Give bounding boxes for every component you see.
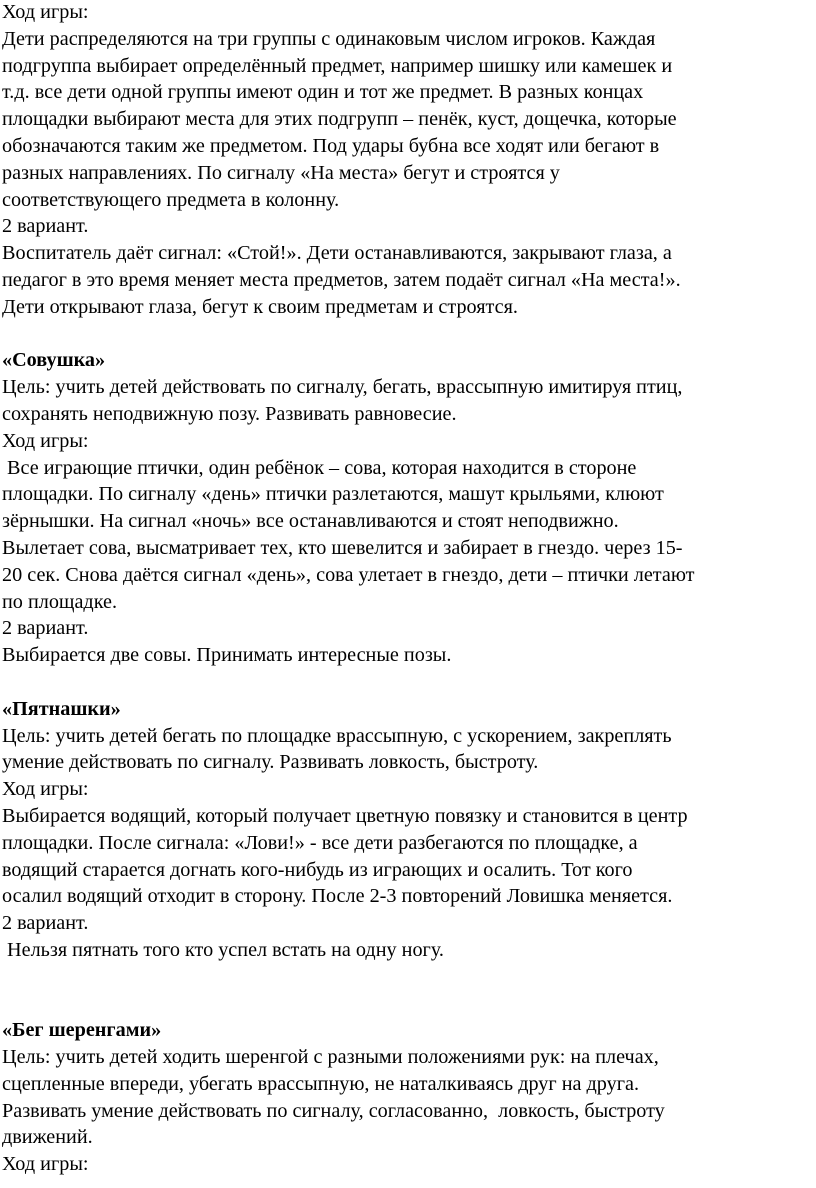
text-line: сцепленные впереди, убегать врассыпную, не наталкиваясь друг на друга. (2, 1072, 639, 1095)
game-continuation-section (2, 0, 814, 321)
text-line: Нельзя пятнать того кто успел встать на одну ногу. (2, 938, 444, 961)
text-line: Выбирается две совы. Принимать интересные позы. (2, 644, 452, 667)
text-line: 2 вариант. (2, 912, 89, 935)
paragraph-spacer (2, 964, 814, 991)
text-line: подгруппа выбирает определённый предмет, например шишку или камешек и (2, 54, 673, 77)
paragraph-spacer (2, 990, 814, 1017)
text-line: 20 сек. Снова даётся сигнал «день», сова улетает в гнездо, дети – птички летают (2, 563, 695, 586)
text-line: Выбирается водящий, который получает цветную повязку и становится в центр (2, 804, 688, 827)
text-line: Развивать умение действовать по сигналу, согласованно, ловкость, быстроту (2, 1099, 665, 1122)
text-line: Ход игры: (2, 778, 89, 801)
text-line: Цель: учить детей действовать по сигналу, бегать, врассыпную имитируя птиц, (2, 376, 683, 399)
text-line: сохранять неподвижную позу. Развивать равновесие. (2, 402, 457, 425)
game-section-beg-sherengami (2, 1017, 814, 1178)
text-line: 2 вариант. (2, 215, 89, 238)
text-line: водящий старается догнать кого-нибудь из играющих и осалить. Тот кого (2, 858, 633, 881)
paragraph-spacer (2, 669, 814, 696)
game-section-pyatnashki (2, 696, 814, 964)
text-line: обозначаются таким же предметом. Под удары бубна все ходят или бегают в (2, 134, 660, 157)
text-line: Ход игры: (2, 1153, 89, 1176)
text-line: разных направлениях. По сигналу «На места» бегут и строятся у (2, 161, 560, 184)
text-line: Дети распределяются на три группы с одинаковым числом игроков. Каждая (2, 27, 656, 50)
text-line: Ход игры: (2, 1, 89, 23)
text-line: зёрнышки. На сигнал «ночь» все останавливаются и стоят неподвижно. (2, 510, 619, 533)
game-title: «Совушка» (2, 349, 106, 372)
text-line: по площадке. (2, 590, 118, 613)
text-line: 2 вариант. (2, 617, 89, 640)
game-section-sovushka (2, 347, 814, 669)
text-line: Вылетает сова, высматривает тех, кто шевелится и забирает в гнездо. через 15- (2, 536, 683, 559)
game-title: «Пятнашки» (2, 697, 121, 720)
text-line: Ход игры: (2, 429, 89, 452)
text-line: движений. (2, 1126, 93, 1149)
text-line: осалил водящий отходит в сторону. После 2-3 повторений Ловишка меняется. (2, 885, 673, 908)
text-line: умение действовать по сигналу. Развивать ловкость, быстроту. (2, 751, 539, 774)
text-line: соответствующего предмета в колонну. (2, 188, 340, 211)
document-page (2, 0, 814, 1178)
text-line: площадки. После сигнала: «Лови!» - все дети разбегаются по площадке, а (2, 831, 638, 854)
game-title: «Бег шеренгами» (2, 1019, 162, 1042)
text-line: т.д. все дети одной группы имеют один и тот же предмет. В разных концах (2, 81, 644, 104)
text-line: Воспитатель даёт сигнал: «Стой!». Дети останавливаются, закрывают глаза, а (2, 242, 672, 265)
text-line: площадки. По сигналу «день» птички разлетаются, машут крыльями, клюют (2, 483, 664, 506)
paragraph-spacer (2, 321, 814, 348)
text-line: Цель: учить детей бегать по площадке врассыпную, с ускорением, закреплять (2, 724, 672, 747)
text-line: педагог в это время меняет места предметов, затем подаёт сигнал «На места!». (2, 268, 681, 291)
text-line: Все играющие птички, один ребёнок – сова, которая находится в стороне (2, 456, 637, 479)
text-line: Дети открывают глаза, бегут к своим предметам и строятся. (2, 295, 518, 318)
text-line: площадки выбирают места для этих подгрупп – пенёк, куст, дощечка, которые (2, 108, 677, 131)
text-line: Цель: учить детей ходить шеренгой с разными положениями рук: на плечах, (2, 1046, 659, 1069)
